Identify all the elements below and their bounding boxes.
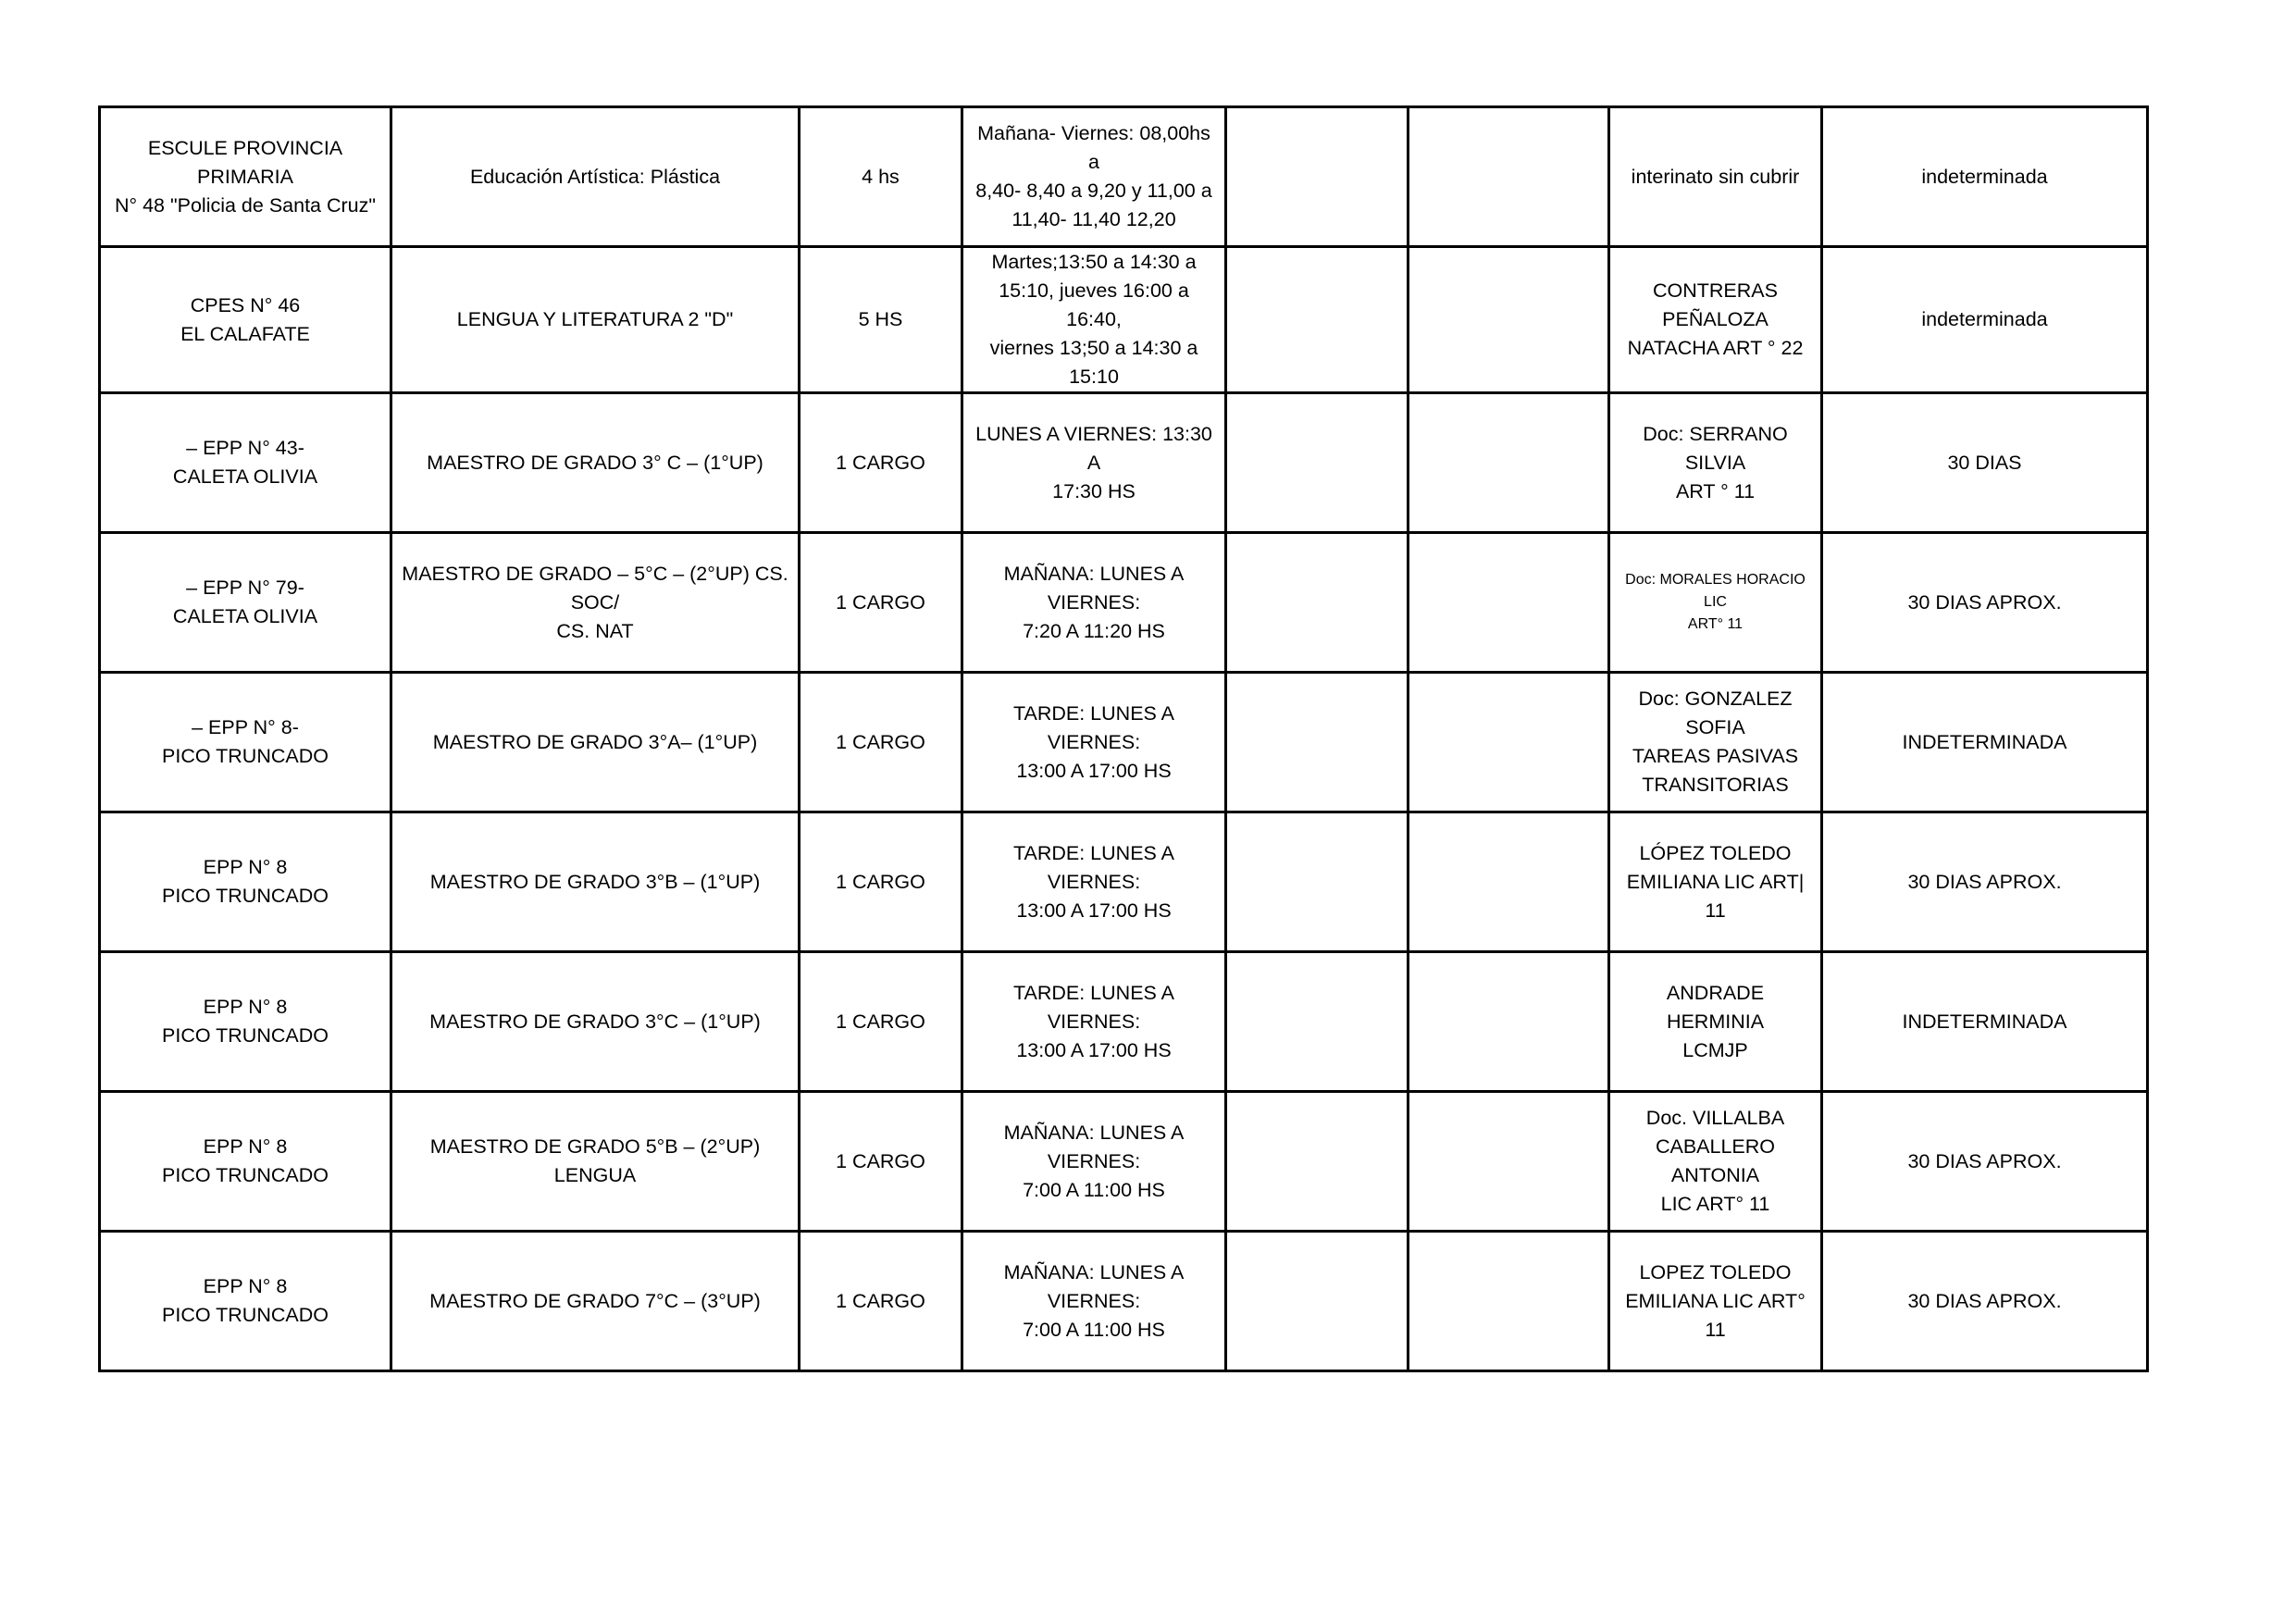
table-row [100, 952, 2148, 1092]
replaces-cell: ANDRADE HERMINIA LCMJP [1609, 952, 1822, 1092]
hours-cell: 1 CARGO [800, 673, 962, 812]
duration-cell: 30 DIAS APROX. [1822, 1232, 2148, 1371]
duration-cell: 30 DIAS APROX. [1822, 533, 2148, 673]
schedule-cell: MAÑANA: LUNES A VIERNES: 7:00 A 11:00 HS [962, 1092, 1226, 1232]
empty-cell [1226, 533, 1409, 673]
table-row [100, 393, 2148, 533]
vacancies-table [98, 105, 2149, 1372]
duration-cell: 30 DIAS APROX. [1822, 812, 2148, 952]
school-cell: EPP N° 8 PICO TRUNCADO [100, 1092, 391, 1232]
empty-cell [1409, 673, 1609, 812]
schedule-cell: TARDE: LUNES A VIERNES: 13:00 A 17:00 HS [962, 812, 1226, 952]
hours-cell: 1 CARGO [800, 812, 962, 952]
empty-cell [1226, 952, 1409, 1092]
duration-cell: INDETERMINADA [1822, 673, 2148, 812]
subject-cell: LENGUA Y LITERATURA 2 "D" [391, 247, 800, 393]
table-row [100, 247, 2148, 393]
replaces-cell: Doc. VILLALBA CABALLERO ANTONIA LIC ART° 11 [1609, 1092, 1822, 1232]
hours-cell: 4 hs [800, 107, 962, 247]
duration-cell: indeterminada [1822, 247, 2148, 393]
subject-cell: MAESTRO DE GRADO – 5°C – (2°UP) CS. SOC/ CS. NAT [391, 533, 800, 673]
table-row [100, 1232, 2148, 1371]
empty-cell [1226, 247, 1409, 393]
hours-cell: 1 CARGO [800, 1092, 962, 1232]
duration-cell: indeterminada [1822, 107, 2148, 247]
schedule-cell: TARDE: LUNES A VIERNES: 13:00 A 17:00 HS [962, 952, 1226, 1092]
subject-cell: MAESTRO DE GRADO 3°C – (1°UP) [391, 952, 800, 1092]
table-row [100, 107, 2148, 247]
school-cell: – EPP N° 43- CALETA OLIVIA [100, 393, 391, 533]
subject-cell: MAESTRO DE GRADO 7°C – (3°UP) [391, 1232, 800, 1371]
empty-cell [1226, 1232, 1409, 1371]
hours-cell: 1 CARGO [800, 1232, 962, 1371]
empty-cell [1226, 1092, 1409, 1232]
school-cell: EPP N° 8 PICO TRUNCADO [100, 952, 391, 1092]
duration-cell: 30 DIAS APROX. [1822, 1092, 2148, 1232]
school-cell: EPP N° 8 PICO TRUNCADO [100, 812, 391, 952]
hours-cell: 5 HS [800, 247, 962, 393]
subject-cell: MAESTRO DE GRADO 3°A– (1°UP) [391, 673, 800, 812]
empty-cell [1409, 1092, 1609, 1232]
replaces-cell: Doc: GONZALEZ SOFIA TAREAS PASIVAS TRANSITORIAS [1609, 673, 1822, 812]
empty-cell [1409, 393, 1609, 533]
table-row [100, 533, 2148, 673]
replaces-cell: LOPEZ TOLEDO EMILIANA LIC ART° 11 [1609, 1232, 1822, 1371]
schedule-cell: MAÑANA: LUNES A VIERNES: 7:00 A 11:00 HS [962, 1232, 1226, 1371]
empty-cell [1409, 1232, 1609, 1371]
table-row [100, 673, 2148, 812]
empty-cell [1409, 107, 1609, 247]
school-cell: – EPP N° 8- PICO TRUNCADO [100, 673, 391, 812]
empty-cell [1226, 393, 1409, 533]
schedule-cell: TARDE: LUNES A VIERNES: 13:00 A 17:00 HS [962, 673, 1226, 812]
empty-cell [1409, 812, 1609, 952]
schedule-cell: MAÑANA: LUNES A VIERNES: 7:20 A 11:20 HS [962, 533, 1226, 673]
duration-cell: 30 DIAS [1822, 393, 2148, 533]
table-row [100, 812, 2148, 952]
empty-cell [1409, 247, 1609, 393]
hours-cell: 1 CARGO [800, 533, 962, 673]
school-cell: CPES N° 46 EL CALAFATE [100, 247, 391, 393]
empty-cell [1409, 952, 1609, 1092]
table-row [100, 1092, 2148, 1232]
hours-cell: 1 CARGO [800, 952, 962, 1092]
replaces-cell: LÓPEZ TOLEDO EMILIANA LIC ART| 11 [1609, 812, 1822, 952]
empty-cell [1226, 107, 1409, 247]
replaces-cell: interinato sin cubrir [1609, 107, 1822, 247]
schedule-cell: Martes;13:50 a 14:30 a 15:10, jueves 16:00 a 16:40, viernes 13;50 a 14:30 a 15:10 [962, 247, 1226, 393]
hours-cell: 1 CARGO [800, 393, 962, 533]
school-cell: – EPP N° 79- CALETA OLIVIA [100, 533, 391, 673]
subject-cell: MAESTRO DE GRADO 3°B – (1°UP) [391, 812, 800, 952]
school-cell: EPP N° 8 PICO TRUNCADO [100, 1232, 391, 1371]
schedule-cell: Mañana- Viernes: 08,00hs a 8,40- 8,40 a 9,20 y 11,00 a 11,40- 11,40 12,20 [962, 107, 1226, 247]
replaces-cell: Doc: SERRANO SILVIA ART ° 11 [1609, 393, 1822, 533]
subject-cell: MAESTRO DE GRADO 5°B – (2°UP) LENGUA [391, 1092, 800, 1232]
school-cell: ESCULE PROVINCIA PRIMARIA N° 48 "Policia de Santa Cruz" [100, 107, 391, 247]
empty-cell [1226, 673, 1409, 812]
subject-cell: MAESTRO DE GRADO 3° C – (1°UP) [391, 393, 800, 533]
subject-cell: Educación Artística: Plástica [391, 107, 800, 247]
duration-cell: INDETERMINADA [1822, 952, 2148, 1092]
empty-cell [1226, 812, 1409, 952]
replaces-cell: CONTRERAS PEÑALOZA NATACHA ART ° 22 [1609, 247, 1822, 393]
empty-cell [1409, 533, 1609, 673]
replaces-cell: Doc: MORALES HORACIO LIC ART° 11 [1609, 533, 1822, 673]
schedule-cell: LUNES A VIERNES: 13:30 A 17:30 HS [962, 393, 1226, 533]
